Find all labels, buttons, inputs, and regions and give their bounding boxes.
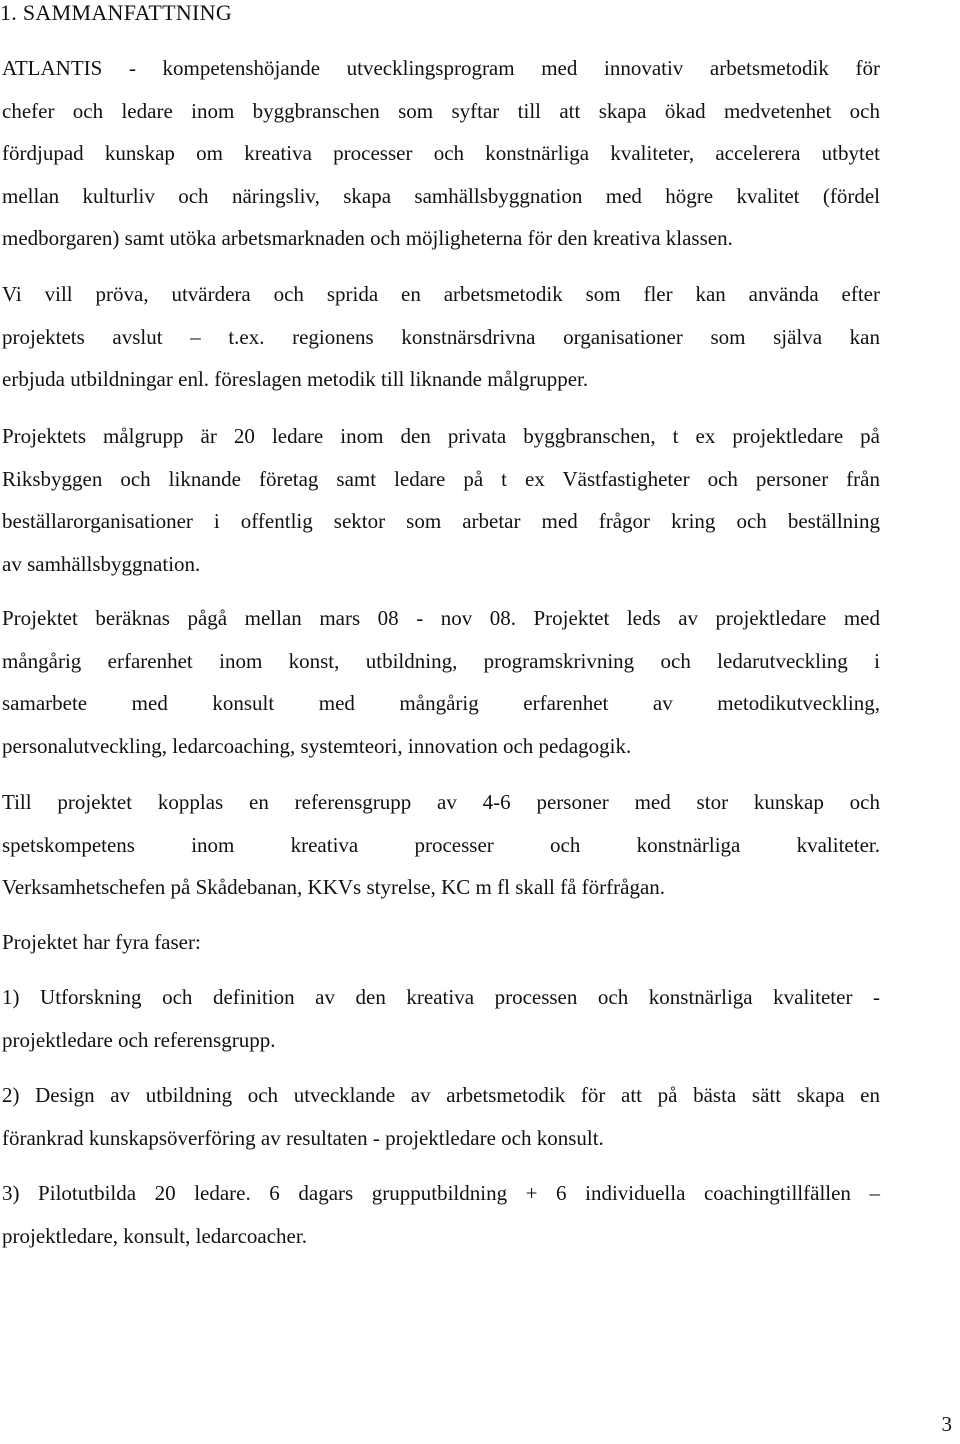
paragraph-reference-group xyxy=(2,781,880,909)
phase-2 xyxy=(2,1074,880,1159)
page-number: 3 xyxy=(941,1412,952,1436)
paragraph-line: mångårig erfarenhet inom konst, utbildning, programskrivning och ledarutveckling i xyxy=(2,648,880,673)
paragraph-line: Projektet har fyra faser: xyxy=(2,930,201,954)
paragraph-line: projektledare, konsult, ledarcoacher. xyxy=(2,1223,307,1248)
paragraph-line: förankrad kunskapsöverföring av resultaten - projektledare och konsult. xyxy=(2,1125,604,1150)
phase-3 xyxy=(2,1172,880,1257)
paragraph-line: Projektet beräknas pågå mellan mars 08 - nov 08. Projektet leds av projektledare med xyxy=(2,606,880,630)
paragraph-target-group xyxy=(2,415,880,585)
paragraph-line: Projektets målgrupp är 20 ledare inom den privata byggbranschen, t ex projektledare på xyxy=(2,424,880,448)
paragraph-line: beställarorganisationer i offentlig sektor som arbetar med frågor kring och beställning xyxy=(2,509,880,533)
paragraph-line: mellan kulturliv och näringsliv, skapa samhällsbyggnation med högre kvalitet (fördel xyxy=(2,183,880,208)
paragraph-line: personalutveckling, ledarcoaching, systemteori, innovation och pedagogik. xyxy=(2,733,632,758)
paragraph-line: 3) Pilotutbilda 20 ledare. 6 dagars grupputbildning + 6 individuella coachingtillfällen – xyxy=(2,1181,880,1205)
paragraph-line: projektledare och referensgrupp. xyxy=(2,1027,276,1052)
paragraph-line: medborgaren) samt utöka arbetsmarknaden och möjligheterna för den kreativa klassen. xyxy=(2,226,733,250)
paragraph-line: spetskompetens inom kreativa processer och konstnärliga kvaliteter. xyxy=(2,832,880,857)
paragraph-line: av samhällsbyggnation. xyxy=(2,551,201,576)
paragraph-line: 1) Utforskning och definition av den kreativa processen och konstnärliga kvaliteter - xyxy=(2,985,880,1009)
paragraph-line: Till projektet kopplas en referensgrupp av 4-6 personer med stor kunskap och xyxy=(2,790,880,814)
paragraph-line: projektets avslut – t.ex. regionens konstnärsdrivna organisationer som själva kan xyxy=(2,324,880,349)
paragraph-line: Riksbyggen och liknande företag samt ledare på t ex Västfastigheter och personer från xyxy=(2,466,880,491)
paragraph-intro xyxy=(2,47,880,260)
paragraph-line: Vi vill pröva, utvärdera och sprida en arbetsmetodik som fler kan använda efter xyxy=(2,282,880,306)
section-heading: 1. SAMMANFATTNING xyxy=(0,0,233,25)
paragraph-line: Verksamhetschefen på Skådebanan, KKVs styrelse, KC m fl skall få förfrågan. xyxy=(2,875,666,899)
paragraph-line: chefer och ledare inom byggbranschen som syftar till att skapa ökad medvetenhet och xyxy=(2,98,880,123)
paragraph-line: fördjupad kunskap om kreativa processer och konstnärliga kvaliteter, accelerera utbytet xyxy=(2,141,880,165)
paragraph-line: 2) Design av utbildning och utvecklande av arbetsmetodik för att på bästa sätt skapa en xyxy=(2,1083,880,1107)
paragraph-line: samarbete med konsult med mångårig erfarenhet av metodikutveckling, xyxy=(2,691,880,715)
paragraph-line: erbjuda utbildningar enl. föreslagen metodik till liknande målgrupper. xyxy=(2,367,589,391)
paragraph-phases-intro xyxy=(2,921,880,964)
paragraph-timeline xyxy=(2,597,880,767)
paragraph-line: ATLANTIS - kompetenshöjande utvecklingsprogram med innovativ arbetsmetodik för xyxy=(2,56,880,80)
paragraph-purpose xyxy=(2,273,880,401)
phase-1 xyxy=(2,976,880,1061)
